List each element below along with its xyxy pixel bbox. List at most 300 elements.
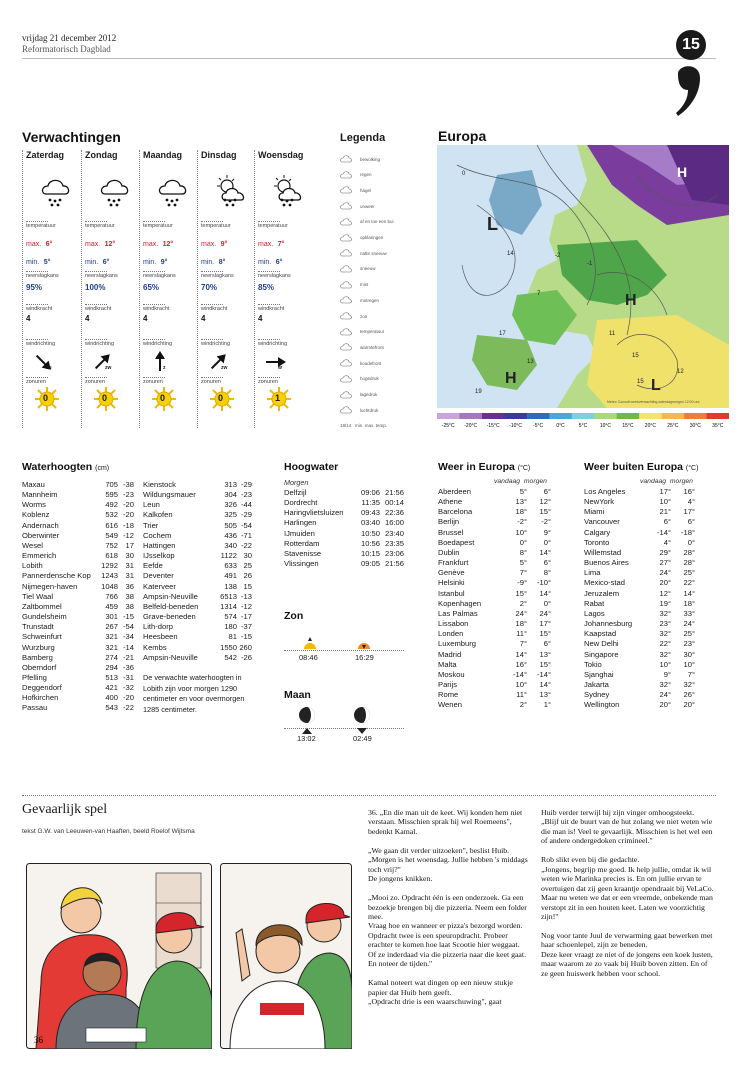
svg-text:11: 11 [609,331,616,337]
wind-arrow-icon [30,349,56,375]
scale-label: 20°C [644,423,656,429]
waterhoogte-row: Trier 505 -54 [143,520,252,530]
hoogwater-row: Haringvlietsluizen 09:43 22:36 [284,508,404,518]
comic-panel-1 [26,863,212,1049]
waterhoogte-row: Zaltbommel 459 38 [22,601,134,611]
scale-label: -10°C [509,423,523,429]
rain-label: neerslagkans [143,273,176,279]
weer-buiten-row: Lima 24° 25° [584,568,695,578]
dir-label: windrichting [85,341,115,347]
legend-item: temperatuur [340,327,384,337]
wind-dir-code: zw [105,365,112,371]
waterhoogten-title: Waterhoogten (cm) [22,461,110,473]
hoogwater-row: Dordrecht 11:35 00:14 [284,498,404,508]
hoogwater-row: Delfzijl 09:06 21:56 [284,488,404,497]
forecast-day-3 [197,150,253,428]
europe-title: Europa [438,128,487,144]
dir-label: windrichting [26,341,56,347]
weer-europa-row: Las Palmas 24° 24° [438,608,551,618]
wind-arrow-icon [147,349,173,375]
waterhoogte-row: Eefde 633 25 [143,561,252,571]
weer-buiten-row: Lagos 32° 33° [584,608,695,618]
scale-swatch [594,413,617,419]
scale-swatch [617,413,640,419]
waterhoogte-row: Passau 543 -22 [22,703,134,713]
waterhoogte-row: Grave-beneden 574 -17 [143,612,252,622]
legend-symbol-icon [340,265,352,273]
sun-label: zonuren [26,377,48,385]
wind-force: 4 [201,314,206,323]
waterhoogte-row: Wildungsmauer 304 -23 [143,490,252,500]
waterhoogte-row: Lobith 1292 31 [22,561,134,571]
svg-text:13: 13 [527,359,534,365]
weer-buiten-row: Toronto 4° 0° [584,537,695,547]
legend-symbol-icon [340,359,352,367]
svg-text:H: H [677,164,688,180]
comma-logo-icon [672,60,706,120]
sun-label: zonuren [201,377,223,385]
wind-direction [85,349,137,375]
hoogwater-row: Vlissingen 09:05 21:56 [284,559,404,569]
svg-text:0: 0 [462,171,466,177]
wind-force: 4 [26,314,31,323]
weer-europa-row: Brussel 10° 9° [438,527,551,537]
scale-label: 10°C [599,423,612,429]
max-temp: max. 7° [258,241,285,248]
weer-buiten-row: Calgary -14° -18° [584,527,695,537]
legend-symbol-icon [340,155,352,163]
waterhoogte-row: Deventer 491 26 [143,571,252,581]
weer-europa-row: Berlijn -2° -2° [438,517,551,527]
legend-item: natte sneeuw [340,248,387,258]
sun-label: zonuren [143,377,165,385]
weer-buiten-row: Sjanghai 9° 7° [584,669,695,679]
sun-hours-value: 1 [275,393,281,403]
min-temp: min. 9° [143,259,168,266]
story-text-2: Huib verder terwijl hij zijn vinger omhoogsteekt. „Blijf uit de buurt van de hut zolang we niet weten wie die man is! Veel te gevaarlijk. Misschien is het wel een of andere ondergedoken crimineel." Rob slikt even bij die gedachte. „Jongens, begrijp me goed. Ik help jullie, omdat ik wil weten wie Marinka precies is. En om jullie ervan te overtuigen dat zij geen kraantje opendraait bij VeLaCo. Maar nu weten we dat er een vreemde, onbekende man verstopt zit in een houten keet. Laten we voorzichtig zijn!" Nog voor tante Juul de verwarming gaat bewerken met haar schoenlepel, zijn ze beneden. Deze keer vraagt ze niet of de jongens een koek lusten, maar waarom ze zo vaak bij Huib boven zitten. En of ze geen huiswerk hebben voor school. [541,808,714,978]
legend-item: bewolking [340,154,380,164]
waterhoogte-row: Emmerich 618 30 [22,551,134,561]
forecast-day-name: Zaterdag [26,150,65,160]
max-temp: max. 12° [85,241,116,248]
waterhoogte-row: Koblenz 532 -20 [22,510,134,520]
sunrise-time: 08:46 [299,653,318,662]
weer-buiten-row: Jeruzalem 12° 14° [584,588,695,598]
legend-item: koudefront [340,358,381,368]
svg-text:17: 17 [499,331,506,337]
waterhoogte-row: Belfeld-beneden 1314 -12 [143,601,252,611]
wind-dir-code: w [278,365,282,371]
weer-europa-table [438,487,551,710]
weer-buiten-row: Los Angeles 17° 16° [584,487,695,496]
rain-label: neerslagkans [26,273,59,279]
rain-chance: 95% [26,283,43,292]
scale-swatch [639,413,662,419]
weer-europa-row: Parijs 10° 14° [438,679,551,689]
sun-cloud-rain-icon [272,174,306,208]
scale-label: 35°C [712,423,724,429]
hoogwater-row: Harlingen 03:40 16:00 [284,518,404,528]
wind-force: 4 [258,314,263,323]
moonrise-icon [297,705,317,725]
waterhoogte-row: Kembs 1550 260 [143,642,252,652]
wind-direction [201,349,253,375]
weer-europa-title: Weer in Europa (°C) [438,461,531,473]
svg-text:12: 12 [677,369,684,375]
legend-symbol-icon [340,312,352,320]
weer-buiten-table [584,487,695,710]
story-column-2 [541,808,716,978]
sunset-time: 16:29 [355,653,374,662]
max-temp: max. 6° [26,241,53,248]
max-temp: max. 12° [143,241,174,248]
waterhoogte-row: Kienstock 313 -29 [143,480,252,489]
section-divider [22,795,716,796]
min-temp: min. 8° [201,259,226,266]
story-column-1 [368,808,531,1007]
waterhoogte-row: Hofkirchen 400 -20 [22,693,134,703]
wind-label: windkracht [85,306,112,312]
sun-hours-value: 0 [43,393,49,403]
weer-europa-row: Londen 11° 15° [438,629,551,639]
page-number: 15 [676,30,706,60]
legend-item: onweer [340,201,375,211]
waterhoogte-row: Ampsin-Neuville 6513 -13 [143,591,252,601]
masthead [22,33,116,55]
scale-label: -5°C [533,423,544,429]
scale-swatch [459,413,482,419]
weer-buiten-row: Wellington 20° 20° [584,700,695,710]
svg-text:H: H [505,370,517,387]
weer-buiten-row: Willemstad 29° 28° [584,547,695,557]
temp-label: temperatuur [143,223,173,229]
temp-label: temperatuur [201,223,231,229]
waterhoogte-row: Cochem 436 -71 [143,530,252,540]
wind-arrow-icon [89,349,115,375]
sun-hours [26,387,78,413]
temperature-scale [437,413,729,431]
comic-panel-2 [220,863,352,1049]
hoogwater-row: Stavenisse 10:15 23:06 [284,548,404,558]
rain-chance: 85% [258,283,275,292]
story-credit: tekst G.W. van Leeuwen-van Haaften, beeld Roelof Wijtsma [22,828,195,835]
legend-symbol-icon [340,186,352,194]
wind-label: windkracht [26,306,53,312]
weer-europa-row: Barcelona 18° 15° [438,507,551,517]
scale-label: -25°C [441,423,455,429]
rain-chance: 65% [143,283,160,292]
forecast-day-4 [254,150,310,428]
rain-label: neerslagkans [258,273,291,279]
moonrise-time: 13:02 [297,734,316,743]
legend-item: luchtdruk [340,405,378,415]
svg-text:L: L [487,214,498,234]
legend-symbol-icon [340,234,352,242]
rain-cloud-icon [99,174,133,208]
legend-symbol-icon [340,406,352,414]
weer-buiten-col-heads: vandaag morgen [640,478,693,485]
rain-label: neerslagkans [85,273,118,279]
temp-label: temperatuur [258,223,288,229]
legend-scale-note: 18/14 min. max. temp. [340,423,388,428]
waterhoogte-row: Bamberg 274 -21 [22,652,134,662]
wind-force: 4 [143,314,148,323]
scale-label: -20°C [464,423,478,429]
legend-symbol-icon [340,249,352,257]
europe-weather-map [437,145,729,408]
svg-text:19: 19 [475,389,482,395]
legend-item: sneeuw [340,264,376,274]
scale-swatch [684,413,707,419]
waterhoogte-row: Kalkofen 325 -29 [143,510,252,520]
svg-text:15: 15 [637,379,644,385]
wind-label: windkracht [258,306,285,312]
rain-cloud-icon [40,174,74,208]
forecast-day-2 [139,150,195,428]
rain-cloud-icon [157,174,191,208]
sun-label: zonuren [85,377,107,385]
rain-chance: 70% [201,283,218,292]
forecast-day-name: Zondag [85,150,118,160]
weer-buiten-row: Kaapstad 32° 25° [584,629,695,639]
max-temp: max. 9° [201,241,228,248]
waterhoogte-row: Ampsin-Neuville 542 -26 [143,652,252,662]
forecast-day-name: Maandag [143,150,183,160]
weer-europa-row: Luxemburg 7° 6° [438,639,551,649]
weer-buiten-row: New Delhi 22° 23° [584,639,695,649]
legend-item: lagedruk [340,390,377,400]
waterhoogte-row: Maxau 705 -38 [22,480,134,489]
sun-hours-value: 0 [102,393,108,403]
waterhoogte-row: Hattingen 340 -22 [143,540,252,550]
panel-number: 36 [34,1035,43,1045]
legend-item: hagel [340,185,371,195]
dir-label: windrichting [201,341,231,347]
lobith-forecast-note: De verwachte waterhoogten in Lobith zijn voor morgen 1290 centimeter en voor overmorgen 1285 centimeter. [143,673,245,714]
sunrise-icon [302,636,318,650]
wind-label: windkracht [201,306,228,312]
weer-europa-row: Malta 16° 15° [438,659,551,669]
weer-europa-row: Istanbul 15° 14° [438,588,551,598]
legend-item: hogedruk [340,374,379,384]
scale-label: 15°C [622,423,634,429]
sun-hours [201,387,253,413]
weer-europa-col-heads: vandaag morgen [494,478,547,485]
sun-hours-value: 0 [218,393,224,403]
legend-item: af en toe een bui [340,217,394,227]
legend-symbol-icon [340,171,352,179]
weer-europa-row: Madrid 14° 13° [438,649,551,659]
moonset-time: 02:49 [353,734,372,743]
weer-buiten-row: Jakarta 32° 32° [584,679,695,689]
weer-buiten-row: Sydney 24° 26° [584,690,695,700]
temp-label: temperatuur [85,223,115,229]
wind-direction [26,349,78,375]
wind-direction [258,349,310,375]
wind-direction [143,349,195,375]
weer-europa-row: Wenen 2° 1° [438,700,551,710]
min-temp: min. 6° [258,259,283,266]
waterhoogte-row: Tiel Waal 766 38 [22,591,134,601]
story-title: Gevaarlijk spel [22,802,108,817]
legend-symbol-icon [340,296,352,304]
waterhoogte-row: Gundelsheim 301 -15 [22,612,134,622]
waterhoogte-row: Trunstadt 267 -54 [22,622,134,632]
svg-text:H: H [625,292,637,309]
header-rule [22,58,716,59]
legend-symbol-icon [340,218,352,226]
scale-swatch [662,413,685,419]
waterhoogte-row: Worms 492 -20 [22,500,134,510]
temp-label: temperatuur [26,223,56,229]
weer-europa-row: Kopenhagen 2° 0° [438,598,551,608]
wind-dir-code: z [163,365,166,371]
legend-symbol-icon [340,391,352,399]
forecast-day-1 [81,150,137,428]
forecast-day-name: Dinsdag [201,150,237,160]
weer-buiten-row: NewYork 10° 4° [584,497,695,507]
waterhoogte-row: Wurzburg 321 -14 [22,642,134,652]
legend-symbol-icon [340,202,352,210]
paper-name: Reformatorisch Dagblad [22,44,111,54]
scale-label: 5°C [578,423,588,429]
weer-buiten-row: Miami 21° 17° [584,507,695,517]
waterhoogte-row: Heesbeen 81 -15 [143,632,252,642]
maan-title: Maan [284,689,311,701]
waterhoogte-row: Pannerdensche Kop 1243 31 [22,571,134,581]
weer-europa-row: Helsinki -9° -10° [438,578,551,588]
waterhoogte-row: Oberwinter 549 -12 [22,530,134,540]
waterhoogte-row: Deggendorf 421 -32 [22,683,134,693]
wind-label: windkracht [143,306,170,312]
weer-europa-row: Aberdeen 5° 6° [438,487,551,496]
rain-label: neerslagkans [201,273,234,279]
zon-title: Zon [284,610,304,622]
moonset-icon [352,705,372,725]
waterhoogte-row: Lith-dorp 180 -37 [143,622,252,632]
forecast-title: Verwachtingen [22,129,121,145]
hoogwater-row: Rotterdam 10:56 23:35 [284,538,404,548]
waterhoogte-row: Andernach 616 -18 [22,520,134,530]
weer-buiten-row: Rabat 19° 18° [584,598,695,608]
weer-europa-row: Boedapest 0° 0° [438,537,551,547]
sun-hours [143,387,195,413]
weer-buiten-row: Mexico-stad 20° 22° [584,578,695,588]
min-temp: min. 5° [26,259,51,266]
legend-item: zon [340,311,367,321]
hoogwater-row: IJmuiden 10:50 23:40 [284,528,404,538]
legend-title: Legenda [340,132,386,144]
sun-hours [85,387,137,413]
hoogwater-table [284,488,404,569]
legend-symbol-icon [340,375,352,383]
wind-force: 4 [85,314,90,323]
waterhoogte-row: Leun 326 -44 [143,500,252,510]
scale-label: 0°C [556,423,565,429]
weer-europa-row: Lissabon 18° 17° [438,619,551,629]
sunset-icon [356,638,372,650]
svg-text:7: 7 [537,291,541,297]
svg-text:L: L [651,377,661,394]
weer-buiten-row: Buenos Aires 27° 28° [584,558,695,568]
sun-hours [258,387,310,413]
scale-swatch [527,413,550,419]
waterhoogte-row: Wesel 752 17 [22,540,134,550]
scale-swatch [504,413,527,419]
issue-date: vrijdag 21 december 2012 [22,33,117,43]
hoogwater-title: Hoogwater [284,461,339,473]
map-credit: Meteo Consult weekverwachting zaterdagmorgen 12:00 uur [607,400,700,404]
waterhoogte-row: Mannheim 595 -23 [22,490,134,500]
wind-dir-code: zw [221,365,228,371]
weer-europa-row: Athene 13° 12° [438,497,551,507]
sun-hours-value: 0 [160,393,166,403]
scale-label: 25°C [667,423,679,429]
waterhoogte-row: Oberndorf 294 -36 [22,662,134,672]
legend-item: warmtefront [340,342,384,352]
scale-label: -15°C [486,423,500,429]
hoogwater-subtitle: Morgen [284,478,309,487]
weer-europa-row: Dublin 8° 14° [438,547,551,557]
legend-symbol-icon [340,281,352,289]
story-text-1: 36. „En die man uit de keet. Wij konden hem niet verstaan. Misschien sprak hij wel Roemeens", bedenkt Kamal. „We gaan dit verder uitzoeken", beslist Huib. „Morgen is het woensdag. Jullie hebben 's middags toch vrij?" De jongens knikken. „Mooi zo. Opdracht één is een onderzoek. Ga een bezoekje brengen bij die pizzeria. Neem een folder mee. Vraag hoe en wanneer er pizza's bezorgd worden. Opdracht twee is een speuropdracht. Probeer erachter te komen hoe laat Scootie hier weggaat. Of ze inderdaad via die pizzeria naar die keet gaat. En noteer de tijden." Kamal noteert wat dingen op een nieuw stukje papier dat Huib hem geeft. „Opdracht drie is een waarschuwing", gaat [368,808,528,1007]
legend-item: motregen [340,295,379,305]
waterhoogten-table-left [22,480,134,714]
rain-chance: 100% [85,283,106,292]
min-temp: min. 6° [85,259,110,266]
svg-text:-1: -1 [587,261,593,267]
wind-arrow-icon [205,349,231,375]
waterhoogte-row: IJsselkop 1122 30 [143,551,252,561]
legend-item: opklaringen [340,233,383,243]
weer-europa-row: Moskou -14° -14° [438,669,551,679]
legend-item: mist [340,280,368,290]
weer-buiten-row: Johannesburg 23° 24° [584,619,695,629]
svg-text:15: 15 [632,353,639,359]
waterhoogte-row: Nijmegen-haven 1048 36 [22,581,134,591]
weer-buiten-row: Tokio 10° 10° [584,659,695,669]
dir-label: windrichting [258,341,288,347]
weer-europa-row: Rome 11° 13° [438,690,551,700]
waterhoogte-row: Katerveer 138 15 [143,581,252,591]
scale-swatch [482,413,505,419]
weer-europa-row: Genève 7° 8° [438,568,551,578]
dir-label: windrichting [143,341,173,347]
scale-swatch [707,413,729,419]
scale-swatch [549,413,572,419]
weer-buiten-row: Singapore 32° 30° [584,649,695,659]
legend-item: regen [340,170,372,180]
weer-europa-row: Frankfurt 5° 6° [438,558,551,568]
scale-swatch [572,413,595,419]
waterhoogte-row: Schweinfurt 321 -34 [22,632,134,642]
wind-dir-code: zu [46,365,52,371]
waterhoogte-row: Pfelling 513 -31 [22,672,134,682]
forecast-day-name: Woensdag [258,150,304,160]
svg-text:-2: -2 [555,253,561,259]
waterhoogten-table-right [143,480,252,663]
weer-buiten-row: Vancouver 6° 6° [584,517,695,527]
scale-label: 30°C [689,423,701,429]
legend-symbol-icon [340,343,352,351]
sun-label: zonuren [258,377,280,385]
forecast-day-0 [22,150,78,428]
wind-arrow-icon [262,349,288,375]
weer-buiten-title: Weer buiten Europa (°C) [584,461,699,473]
sun-cloud-rain-icon [215,174,249,208]
scale-swatch [437,413,460,419]
svg-text:14: 14 [507,251,514,257]
